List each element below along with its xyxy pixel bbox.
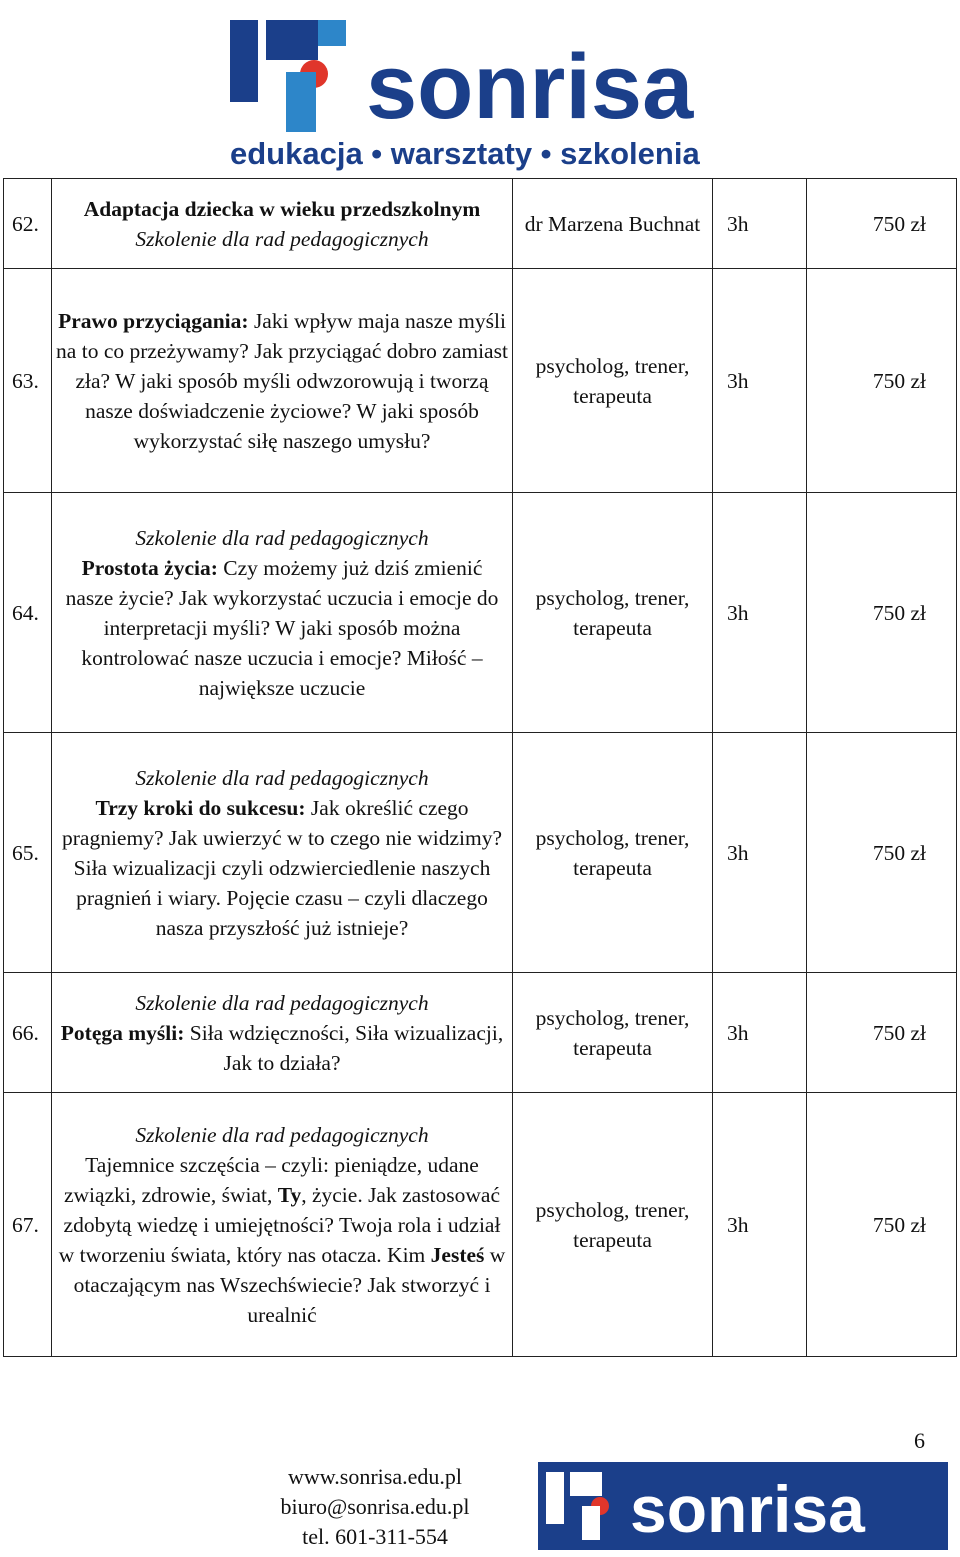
logo-figure-icon bbox=[230, 20, 346, 132]
trainer: psycholog, trener, terapeuta bbox=[513, 493, 713, 733]
table-row bbox=[4, 179, 957, 269]
row-number: 66. bbox=[4, 973, 52, 1093]
table-row bbox=[4, 269, 957, 493]
price: 750 zł bbox=[807, 973, 957, 1093]
logo-tagline-text: edukacja • warsztaty • szkolenia bbox=[230, 136, 700, 171]
topic-subtitle: Szkolenie dla rad pedagogicznych bbox=[135, 226, 429, 251]
training-topic bbox=[52, 269, 513, 493]
sonrisa-logo-footer bbox=[538, 1462, 948, 1550]
topic-title: Trzy kroki do sukcesu: bbox=[95, 795, 306, 820]
training-topic bbox=[52, 179, 513, 269]
topic-description: Siła wdzięczności, Siła wizualizacji, Jak to działa? bbox=[184, 1020, 504, 1075]
topic-subtitle: Szkolenie dla rad pedagogicznych bbox=[135, 765, 429, 790]
duration: 3h bbox=[713, 1093, 807, 1357]
topic-title: Potęga myśli: bbox=[60, 1020, 185, 1045]
training-topic bbox=[52, 1093, 513, 1357]
offer-table bbox=[3, 178, 957, 1357]
training-topic bbox=[52, 493, 513, 733]
duration: 3h bbox=[713, 973, 807, 1093]
topic-title: Prawo przyciągania: bbox=[58, 308, 249, 333]
table-row bbox=[4, 973, 957, 1093]
topic-title: Prostota życia: bbox=[81, 555, 218, 580]
trainer: psycholog, trener, terapeuta bbox=[513, 973, 713, 1093]
topic-description: Tajemnice szczęścia – czyli: pieniądze, udane związki, zdrowie, świat, bbox=[63, 1152, 479, 1207]
topic-emphasis: Jesteś bbox=[430, 1242, 485, 1267]
topic-subtitle: Szkolenie dla rad pedagogicznych bbox=[135, 990, 429, 1015]
topic-description: , życie. Jak zastosować zdobytą wiedzę i umiejętności? Twoja rola i udział w tworzeniu świata, który nas otacza. Kim bbox=[58, 1182, 501, 1267]
topic-description: Czy możemy już dziś zmienić nasze życie? Jak wykorzystać uczucia i emocje do interpretacji myśli? W jaki sposób można kontrolować nasze uczucia i emocje? Miłość – największe uczucie bbox=[65, 555, 499, 700]
footer-website-link[interactable]: www.sonrisa.edu.pl bbox=[288, 1464, 462, 1489]
table-row bbox=[4, 493, 957, 733]
row-number: 64. bbox=[4, 493, 52, 733]
topic-description: Jak określić czego pragniemy? Jak uwierzyć w to czego nie widzimy? Siła wizualizacji czyli odzwierciedlenie naszych pragnień i wiary. Pojęcie czasu – czyli dlaczego nasza przyszłość już istnieje? bbox=[62, 795, 502, 940]
topic-subtitle: Szkolenie dla rad pedagogicznych bbox=[135, 1122, 429, 1147]
duration: 3h bbox=[713, 179, 807, 269]
trainer: dr Marzena Buchnat bbox=[513, 179, 713, 269]
footer-contact bbox=[150, 1462, 600, 1552]
row-number: 67. bbox=[4, 1093, 52, 1357]
sonrisa-logo-header bbox=[226, 12, 706, 172]
table-row bbox=[4, 733, 957, 973]
footer-phone: tel. 601-311-554 bbox=[302, 1524, 448, 1549]
price: 750 zł bbox=[807, 269, 957, 493]
topic-description: Jaki wpływ maja nasze myśli na to co przeżywamy? Jak przyciągać dobro zamiast zła? W jaki sposób myśli odwzorowują i tworzą nasze doświadczenie życiowe? W jaki sposób wykorzystać siłę naszego umysłu? bbox=[56, 308, 508, 453]
topic-description: w otaczającym nas Wszechświecie? Jak stworzyć i urealnić bbox=[73, 1242, 506, 1327]
duration: 3h bbox=[713, 493, 807, 733]
topic-emphasis: Ty bbox=[277, 1182, 302, 1207]
duration: 3h bbox=[713, 269, 807, 493]
trainer: psycholog, trener, terapeuta bbox=[513, 733, 713, 973]
price: 750 zł bbox=[807, 493, 957, 733]
price: 750 zł bbox=[807, 179, 957, 269]
trainer: psycholog, trener, terapeuta bbox=[513, 1093, 713, 1357]
row-number: 65. bbox=[4, 733, 52, 973]
duration: 3h bbox=[713, 733, 807, 973]
page-number: 6 bbox=[914, 1428, 925, 1453]
price: 750 zł bbox=[807, 1093, 957, 1357]
topic-subtitle: Szkolenie dla rad pedagogicznych bbox=[135, 525, 429, 550]
footer-email-link[interactable]: biuro@sonrisa.edu.pl bbox=[280, 1494, 470, 1519]
training-topic bbox=[52, 973, 513, 1093]
row-number: 63. bbox=[4, 269, 52, 493]
topic-title: Adaptacja dziecka w wieku przedszkolnym bbox=[83, 196, 481, 221]
trainer: psycholog, trener, terapeuta bbox=[513, 269, 713, 493]
price: 750 zł bbox=[807, 733, 957, 973]
row-number: 62. bbox=[4, 179, 52, 269]
logo-brand-text: sonrisa bbox=[630, 1472, 865, 1546]
training-topic bbox=[52, 733, 513, 973]
table-row bbox=[4, 1093, 957, 1357]
logo-brand-text: sonrisa bbox=[366, 36, 694, 138]
